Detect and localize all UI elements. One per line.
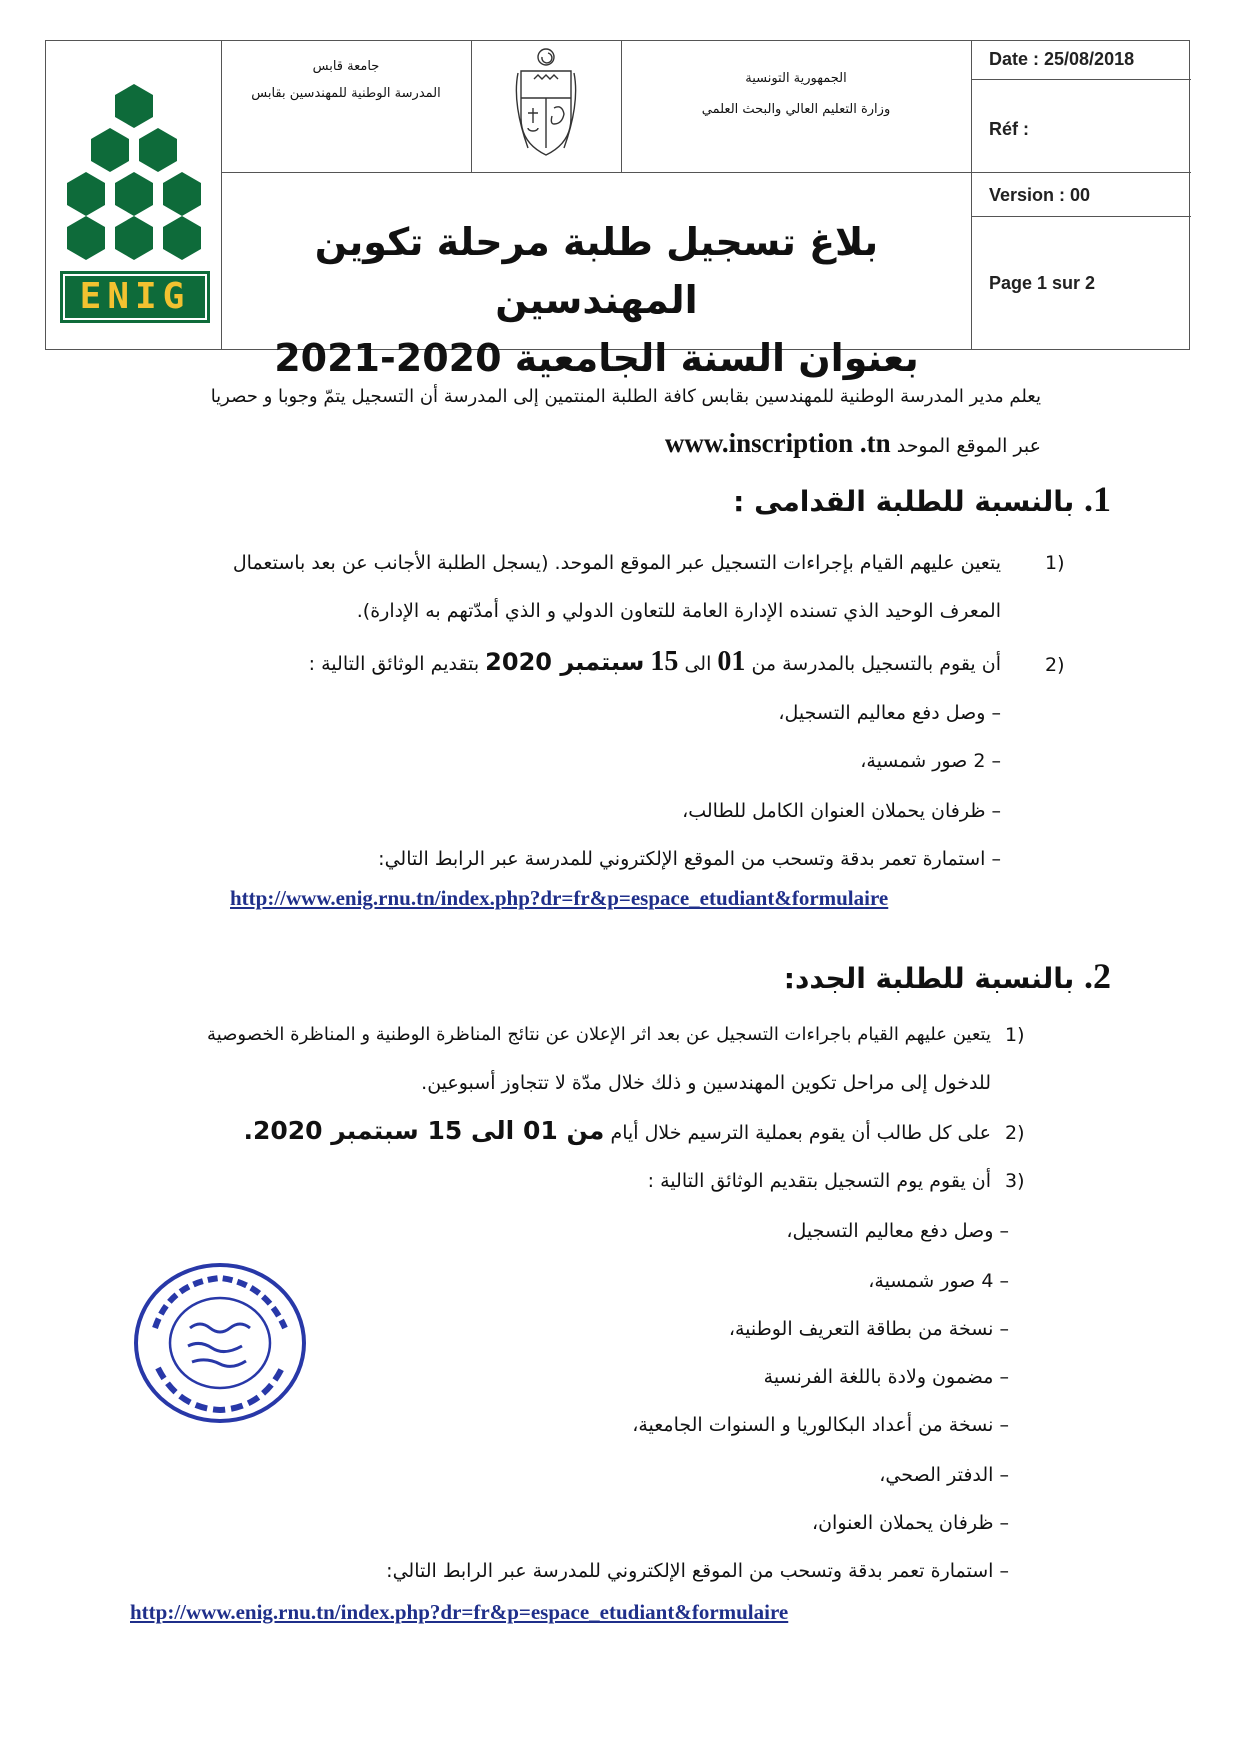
title-line-2: بعنوان السنة الجامعية 2020-2021 [274, 336, 919, 380]
s1-item-1-line-2: المعرف الوحيد الذي تسنده الإدارة العامة للتعاون الدولي و الذي أمدّتهم به الإدارة). [356, 600, 1001, 622]
university-name: جامعة قابس [312, 59, 380, 74]
s2-doc-5: – نسخة من أعداد البكالوريا و السنوات الجامعية، [632, 1414, 1009, 1436]
s1-doc-2: – 2 صور شمسية، [860, 750, 1001, 772]
logo-text: ENIG [79, 276, 191, 317]
section-1-number: 1. [1084, 479, 1111, 519]
section-2-heading-row [411, 955, 1111, 997]
section-2-number: 2. [1084, 956, 1111, 996]
s1-item-1-line-1: يتعين عليهم القيام بإجراءات التسجيل عبر الموقع الموحد. (يسجل الطلبة الأجانب عن بعد باستعمال [232, 552, 1001, 574]
section-2-heading: بالنسبة للطلبة الجدد: [783, 962, 1075, 995]
s1-doc-3: – ظرفان يحملان العنوان الكامل للطالب، [682, 800, 1001, 822]
official-stamp [130, 1258, 310, 1428]
s2-item-1-line-2: للدخول إلى مراحل تكوين المهندسين و ذلك خلال مدّة لا تتجاوز أسبوعين. [421, 1072, 991, 1094]
s1-item-2-text-c: بتقديم الوثائق التالية : [308, 653, 480, 675]
school-name: المدرسة الوطنية للمهندسين بقابس [251, 86, 441, 101]
s2-item-2-text: على كل طالب أن يقوم بعملية الترسيم خلال أيام [610, 1122, 991, 1144]
s2-form-link[interactable]: http://www.enig.rnu.tn/index.php?dr=fr&p=espace_etudiant&formulaire [130, 1600, 789, 1624]
s2-doc-7: – ظرفان يحملان العنوان، [811, 1512, 1009, 1534]
doc-version: Version : 00 [989, 185, 1091, 205]
s1-item-2-month: سبتمبر 2020 [485, 648, 645, 676]
doc-date: Date : 25/08/2018 [989, 49, 1135, 69]
doc-page: Page 1 sur 2 [989, 273, 1096, 293]
s1-doc-4: – استمارة تعمر بدقة وتسحب من الموقع الإلكتروني للمدرسة عبر الرابط التالي: [378, 848, 1001, 870]
s1-item-2-number: 2) [1045, 654, 1065, 676]
unified-website[interactable]: www.inscription .tn [664, 428, 891, 458]
s2-item-1-line-1: يتعين عليهم القيام باجراءات التسجيل عن بعد اثر الإعلان عن نتائج المناظرة الوطنية و المناظرة الخصوصية [207, 1024, 991, 1045]
header-table [45, 40, 1190, 380]
s1-item-2-line [81, 646, 1001, 678]
republic-name: الجمهورية التونسية [745, 71, 847, 86]
ministry-name: وزارة التعليم العالي والبحث العلمي [701, 102, 891, 117]
s2-item-3-number: 3) [1005, 1170, 1025, 1192]
s2-item-2-number: 2) [1005, 1122, 1025, 1144]
s2-doc-8: – استمارة تعمر بدقة وتسحب من الموقع الإلكتروني للمدرسة عبر الرابط التالي: [386, 1560, 1009, 1582]
s2-doc-6: – الدفتر الصحي، [879, 1464, 1009, 1486]
doc-ref: Réf : [989, 119, 1029, 139]
s2-item-2-line [91, 1116, 991, 1145]
s2-doc-2: – 4 صور شمسية، [868, 1270, 1009, 1292]
s1-item-2-text-b: الى [684, 653, 712, 675]
tunisia-coat-of-arms [506, 43, 586, 168]
s2-doc-4: – مضمون ولادة باللغة الفرنسية [763, 1366, 1009, 1388]
s2-item-2-dates: من 01 الى 15 سبتمبر 2020. [243, 1116, 605, 1145]
s1-doc-1: – وصل دفع معاليم التسجيل، [778, 702, 1001, 724]
s1-item-2-from: 01 [717, 646, 746, 677]
s1-form-link[interactable]: http://www.enig.rnu.tn/index.php?dr=fr&p=espace_etudiant&formulaire [230, 886, 889, 910]
title-line-1: بلاغ تسجيل طلبة مرحلة تكوين المهندسين [314, 220, 879, 322]
intro-line-2 [141, 428, 1041, 459]
section-1-heading-row [411, 478, 1111, 520]
s2-item-3-line: أن يقوم يوم التسجيل بتقديم الوثائق التالية : [647, 1170, 991, 1192]
s2-item-1-number: 1) [1005, 1024, 1025, 1046]
intro-line-2-prefix: عبر الموقع الموحد [896, 435, 1041, 457]
section-1-heading: بالنسبة للطلبة القدامى : [733, 485, 1075, 518]
enig-logo [50, 76, 218, 326]
intro-line-1: يعلم مدير المدرسة الوطنية للمهندسين بقابس كافة الطلبة المنتمين إلى المدرسة أن التسجيل يتمّ وجوبا و حصريا [210, 386, 1041, 407]
s1-item-2-to: 15 [650, 646, 679, 677]
s1-item-1-number: 1) [1045, 552, 1065, 574]
s2-doc-3: – نسخة من بطاقة التعريف الوطنية، [728, 1318, 1009, 1340]
s2-doc-1: – وصل دفع معاليم التسجيل، [786, 1220, 1009, 1242]
s1-item-2-text-a: أن يقوم بالتسجيل بالمدرسة من [751, 653, 1001, 675]
